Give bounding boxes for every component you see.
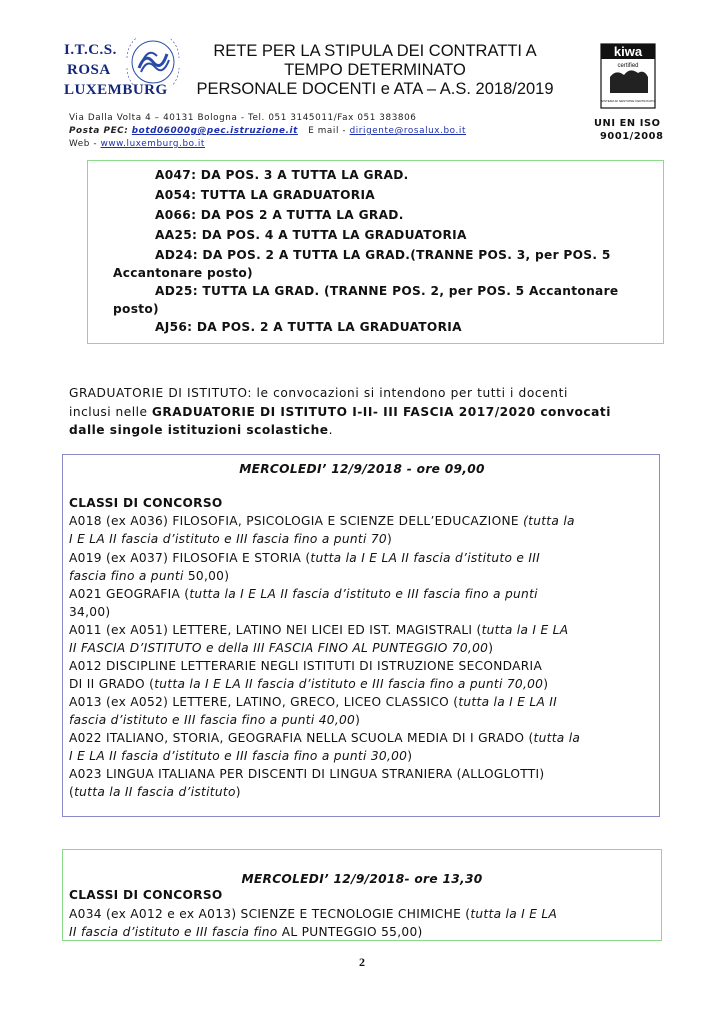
class-note: tutta la I E LA II fascia d’istituto e III [310,551,541,565]
class-text: ) [488,641,494,655]
class-line: A054: TUTTA LA GRADUATORIA [155,188,376,202]
class-text: A011 (ex A051) LETTERE, LATINO NEI LICEI ED IST. MAGISTRALI ( [69,623,482,637]
header-title [196,42,554,99]
class-row [69,551,540,565]
page-number: 2 [359,955,365,969]
logo-line-1: I.T.C.S. [64,42,117,58]
class-row [69,641,493,655]
kiwa-badge-icon [600,43,656,109]
class-note: (tutta la [523,514,575,528]
web-line [69,139,205,149]
class-note: tutta la I E LA II fascia d’istituto e III fascia fino a punti [189,587,538,601]
header-title-line: TEMPO DETERMINATO [284,61,466,79]
class-row [69,677,548,691]
class-text: 34,00) [69,605,111,619]
class-row [69,623,568,637]
intro-bold-text: dalle singole istituzioni scolastiche [69,423,329,437]
class-line: posto) [113,302,159,316]
iso-number-label: 9001/2008 [600,131,664,142]
class-text: ) [235,785,241,799]
logo-emblem-icon [109,38,197,86]
class-text: ) [407,749,413,763]
class-text: A034 (ex A012 e ex A013) SCIENZE E TECNOLOGIE CHIMICHE ( [69,907,471,921]
class-text: A012 DISCIPLINE LETTERARIE NEGLI ISTITUTI DI ISTRUZIONE SECONDARIA [69,659,543,673]
intro-line-1: GRADUATORIE DI ISTITUTO: le convocazioni si intendono per tutti i docenti [69,386,568,400]
email-link[interactable]: dirigente@rosalux.bo.it [349,126,466,136]
schedule-date: MERCOLEDI’ 12/9/2018 - ore 09,00 [239,462,485,476]
class-text: ) [355,713,361,727]
class-text: A019 (ex A037) FILOSOFIA E STORIA ( [69,551,311,565]
pec-label: Posta PEC: [69,126,129,136]
kiwa-caption-text: SISTEMA DI GESTIONE CERTIFICATO [601,99,655,103]
class-note: fascia fino a punti [69,569,188,583]
schedule-date: MERCOLEDI’ 12/9/2018- ore 13,30 [241,872,483,886]
class-line: AJ56: DA POS. 2 A TUTTA LA GRADUATORIA [155,320,462,334]
class-row [69,767,544,781]
class-row [69,907,557,921]
class-line: A066: DA POS 2 A TUTTA LA GRAD. [155,208,404,222]
class-row [69,587,538,601]
class-note: tutta la I E LA [470,907,558,921]
class-line: AD25: TUTTA LA GRAD. (TRANNE POS. 2, per POS. 5 Accantonare [155,284,619,298]
uni-en-iso-label: UNI EN ISO [594,118,661,129]
intro-text: . [328,423,333,437]
class-text: ) [386,532,393,546]
intro-line-3 [69,423,333,437]
web-link[interactable]: www.luxemburg.bo.it [100,139,205,149]
class-row [69,925,423,939]
class-line: AD24: DA POS. 2 A TUTTA LA GRAD.(TRANNE POS. 3, per POS. 5 [155,248,611,262]
logo-line-2: ROSA [67,62,111,78]
pec-link[interactable]: botd06000g@pec.istruzione.it [131,126,298,136]
kiwa-brand-text: kiwa [613,44,643,59]
email-label: E mail - [308,126,347,136]
class-text: 50,00) [187,569,230,583]
class-note: I E LA II fascia d’istituto e III fascia fino a punti 70 [69,532,387,546]
class-row [69,713,360,727]
class-note: I E LA II fascia d’istituto e III fascia fino a punti 30,00 [69,749,408,763]
class-note: tutta la I E LA [481,623,569,637]
pec-line [69,126,466,136]
class-line: AA25: DA POS. 4 A TUTTA LA GRADUATORIA [155,228,467,242]
kiwa-cert-logo [600,43,656,109]
class-line: A047: DA POS. 3 A TUTTA LA GRAD. [155,168,409,182]
class-text: A023 LINGUA ITALIANA PER DISCENTI DI LINGUA STRANIERA (ALLOGLOTTI) [69,767,545,781]
header-title-line: RETE PER LA STIPULA DEI CONTRATTI A [213,42,537,60]
class-row [69,532,392,546]
class-text: ) [543,677,549,691]
class-row [69,695,557,709]
class-text: A022 ITALIANO, STORIA, GEOGRAFIA NELLA SCUOLA MEDIA DI I GRADO ( [69,731,534,745]
intro-bold-text: GRADUATORIE DI ISTITUTO I-II- III FASCIA 2017/2020 convocati [151,405,611,419]
class-row [69,514,575,528]
kiwa-sub-text: certified [617,63,639,69]
class-row [69,659,542,673]
intro-line-2 [69,405,611,419]
class-note: tutta la [533,731,581,745]
class-text: A013 (ex A052) LETTERE, LATINO, GRECO, LICEO CLASSICO ( [69,695,459,709]
address-line: Via Dalla Volta 4 – 40131 Bologna - Tel. 051 3145011/Fax 051 383806 [69,113,417,123]
classes-heading: CLASSI DI CONCORSO [69,888,223,902]
class-text: A021 GEOGRAFIA ( [69,587,190,601]
class-text: A018 (ex A036) FILOSOFIA, PSICOLOGIA E SCIENZE DELL’EDUCAZIONE [69,514,524,528]
class-note: fascia d’istituto e III fascia fino a punti 40,00 [69,713,356,727]
class-text: DI II GRADO ( [69,677,155,691]
class-line: Accantonare posto) [113,266,253,280]
class-note: tutta la II fascia d’istituto [74,785,236,799]
header-title-line: PERSONALE DOCENTI e ATA – A.S. 2018/2019 [196,80,554,98]
class-note: II FASCIA D’ISTITUTO e della III FASCIA FINO AL PUNTEGGIO 70,00 [69,641,489,655]
class-note: II fascia d’istituto e III fascia fino [69,925,282,939]
school-logo [64,38,196,106]
class-text: AL PUNTEGGIO 55,00) [281,925,423,939]
classes-heading: CLASSI DI CONCORSO [69,496,223,510]
class-row [69,785,241,799]
class-row [69,569,229,583]
web-label: Web - [69,139,98,149]
logo-line-3: LUXEMBURG [64,82,168,98]
class-note: tutta la I E LA II [458,695,558,709]
class-row [69,749,412,763]
class-text: ( [69,785,75,799]
intro-text: inclusi nelle [69,405,152,419]
class-row [69,605,110,619]
class-row [69,731,580,745]
class-note: tutta la I E LA II fascia d’istituto e III fascia fino a punti 70,00 [154,677,544,691]
